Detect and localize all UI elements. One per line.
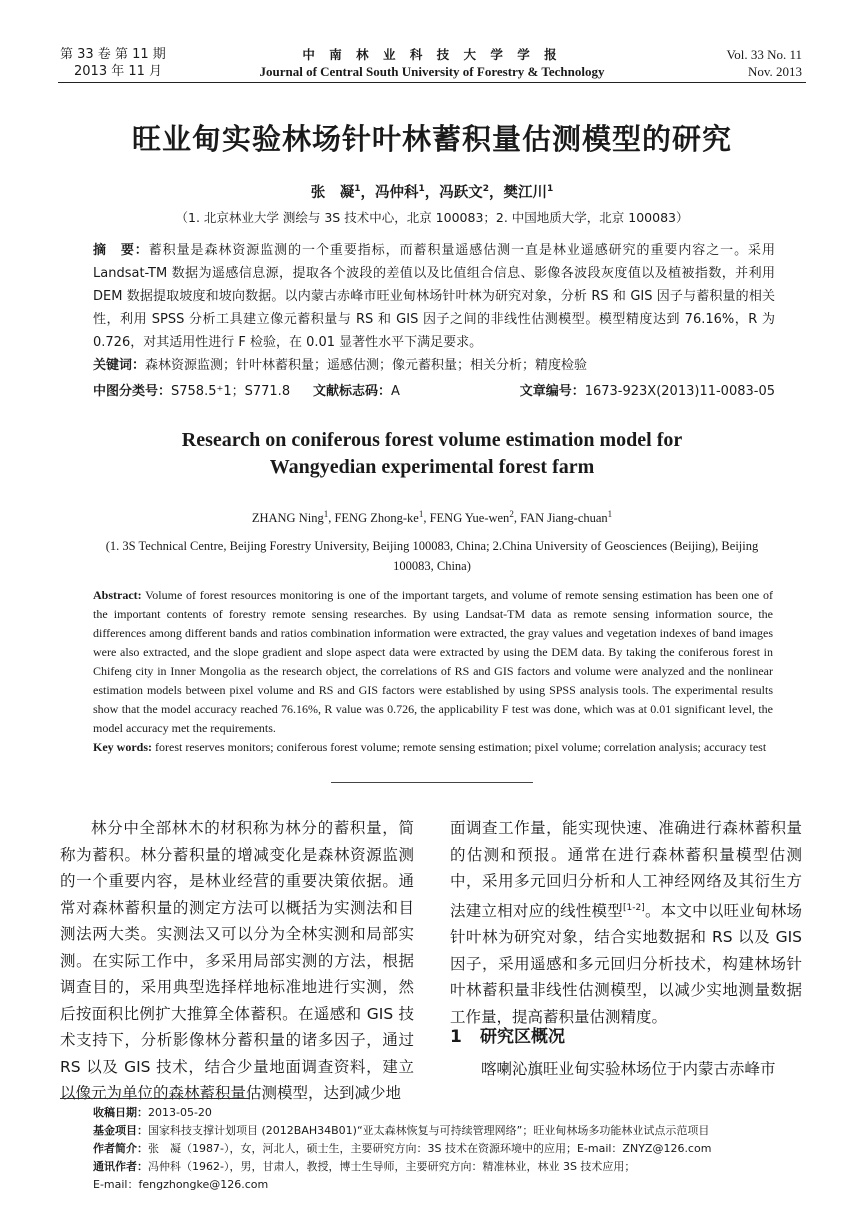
- journal-name-cn: 中 南 林 业 科 技 大 学 学 报: [302, 47, 562, 62]
- page-title-en: [0, 427, 864, 481]
- footnote-corresponding: [93, 1158, 793, 1176]
- received-label: 收稿日期：: [93, 1106, 148, 1119]
- title-en-line2: Wangyedian experimental forest farm: [269, 456, 595, 478]
- keywords-cn-label: 关键词：: [93, 358, 146, 373]
- footnote-email: E-mail：fengzhongke@126.com: [93, 1178, 269, 1191]
- footnote-received: [93, 1104, 793, 1122]
- corr-value: 冯仲科（1962-），男，甘肃人，教授，博士生导师，主要研究方向：精准林业，林业 3S 技术应用；: [148, 1160, 636, 1173]
- header-volume-issue: 第 33 卷 第 11 期: [60, 47, 166, 62]
- header-journal: [200, 46, 664, 80]
- body-right-text-a: 面调查工作量，能实现快速、准确进行森林蓄积量的估测和预报。通常在进行森林蓄积量模型估测中，采用多元回归分析和人工神经网络及其衍生方法建立相对应的线性模型: [450, 819, 802, 920]
- article-value: 1673-923X(2013)11-0083-05: [584, 384, 775, 399]
- section-divider: [331, 782, 533, 783]
- doc-code: [313, 380, 400, 399]
- abstract-cn-text: 蓄积量是森林资源监测的一个重要指标，而蓄积量遥感估测一直是林业遥感研究的重要内容之一。采用 Landsat-TM 数据为遥感信息源，提取各个波段的差值以及比值组合信息、影像各波段灰度值以及植被指数，并利用 DEM 数据提取坡度和坡向数据。以内蒙古赤峰市旺业甸林场针叶林为研究对象，分析 RS 和 GIS 因子与蓄积量的相关性，利用 SPSS 分析工具建立像元蓄积量与 RS 和 GIS 因子之间的非线性估测模型。模型精度达到 76.16%，R 为 0.726，对其适用性进行 F 检验，在 0.01 显著性水平下满足要求。: [93, 243, 775, 350]
- body-left-column: 林分中全部林木的材积称为林分的蓄积量，简称为蓄积。林分蓄积量的增减变化是森林资源监测的一个重要内容，是林业经营的重要决策依据。通常对森林蓄积量的测定方法可以概括为实测法和目测法两大类。实测法又可以分为全林实测和局部实测。在实际工作中，多采用局部实测的方法，根据调查目的，采用典型选择样地标准地进行实测，然后按面积比例扩大推算全体蓄积。在遥感和 GIS 技术支持下，分析影像林分蓄积量的诸多因子，通过 RS 以及 GIS 技术，结合少量地面调查资料，建立以像元为单位的森林蓄积量估测模型，达到减少地: [60, 819, 414, 1102]
- keywords-cn: [93, 354, 775, 377]
- keywords-en-label: Key words:: [93, 740, 152, 754]
- article-number: [520, 380, 775, 399]
- header-volume-info-en: [727, 46, 802, 80]
- author-value: 张 凝（1987-），女，河北人，硕士生，主要研究方向：3S 技术在资源环境中的应用；E-mail：ZNYZ@126.com: [148, 1142, 712, 1155]
- article-label: 文章编号：: [519, 384, 585, 399]
- header-vol-no: Vol. 33 No. 11: [726, 47, 802, 62]
- author-sup: 1: [547, 184, 554, 195]
- abstract-en-label: Abstract:: [93, 588, 142, 602]
- header-date-en: Nov. 2013: [747, 64, 802, 79]
- page-title-cn: 旺业甸实验林场针叶林蓄积量估测模型的研究: [131, 122, 732, 156]
- keywords-cn-text: 森林资源监测；针叶林蓄积量；遥感估测；像元蓄积量；相关分析；精度检验: [145, 358, 588, 373]
- header-date: 2013 年 11 月: [74, 64, 163, 79]
- footnotes: [93, 1104, 793, 1194]
- clc-number: [93, 380, 290, 399]
- affiliation-en: (1. 3S Technical Centre, Beijing Forestry University, Beijing 100083, China; 2.China University of Geosciences (Beijing), Beijing 100083, China): [105, 539, 759, 573]
- author-sup: 1: [354, 184, 361, 195]
- author-cn: 冯仲科: [374, 185, 419, 201]
- author-en: FENG Zhong-ke: [334, 511, 419, 526]
- footnote-fund: [93, 1122, 793, 1140]
- body-right-paragraph-2: 喀喇沁旗旺业甸实验林场位于内蒙古赤峰市: [481, 1060, 776, 1078]
- footnote-rule: [60, 1098, 250, 1099]
- title-en-line1: Research on coniferous forest volume estimation model for: [181, 429, 683, 451]
- header-rule: [58, 82, 806, 83]
- affiliation-cn: （1. 北京林业大学 测绘与 3S 技术中心，北京 100083；2. 中国地质大学，北京 100083）: [175, 210, 689, 225]
- author-en: FAN Jiang-chuan: [520, 511, 608, 526]
- section-number: 1: [450, 1027, 462, 1047]
- header-volume-info: [60, 46, 166, 80]
- abstract-en: [93, 586, 773, 757]
- corr-label: 通讯作者：: [93, 1160, 148, 1173]
- abstract-cn-label: 摘 要：: [93, 243, 149, 258]
- authors-en: ZHANG Ning$^1$, FENG Zhong-$ke^1$, FENG Yue-wen$^2$, FAN Jiang-chuan$^1$: [251, 509, 613, 526]
- author-en: ZHANG Ning: [251, 511, 324, 526]
- author-sup: 1: [418, 509, 424, 519]
- fund-value: 国家科技支撑计划项目 (2012BAH34B01)“亚太森林恢复与可持续管理网络”；旺业甸林场多功能林业试点示范项目: [148, 1124, 710, 1137]
- authors-cn: 张 凝$^1$，冯仲科$^1$，冯跃文$^2$，樊江川$^1$: [310, 184, 554, 201]
- author-cn: 冯跃文: [439, 185, 483, 201]
- journal-name-en: Journal of Central South University of Forestry & Technology: [259, 64, 605, 79]
- author-sup: 1: [323, 509, 329, 519]
- abstract-en-text: Volume of forest resources monitoring is one of the important targets, and volume of remote sensing estimation has been one of the important contents of forestry remote sensing researches. By using Landsat-TM data as remote sensing information source, the differences among different bands and ratios combination information were extracted, the gray values and vegetation indexes of band images were also extracted, and the slope gradient and slope aspect data were extracted by using the DEM data. By taking the coniferous forest in Chifeng city in Inner Mongolia as the research object, the correlations of RS and GIS factors and volume were analyzed and the nonlinear estimation models between pixel volume and RS and GIS factors were established by using SPSS analysis tools. The experimental results show that the model accuracy reached 76.16%, R value was 0.726, the applicability F test was done, which was at 0.01 significant level, the model accuracy met the requirements.: [93, 588, 773, 735]
- received-value: 2013-05-20: [148, 1106, 212, 1119]
- author-sup: 2: [482, 184, 490, 195]
- body-right-column: [450, 815, 802, 1030]
- clc-label: 中图分类号：: [93, 384, 172, 399]
- clc-value: S758.5⁺1；S771.8: [171, 384, 291, 399]
- footnote-author: [93, 1140, 793, 1158]
- fund-label: 基金项目：: [93, 1124, 148, 1137]
- author-label: 作者简介：: [93, 1142, 148, 1155]
- author-sup: 2: [509, 509, 514, 519]
- doc-value: A: [391, 384, 400, 399]
- author-cn: 樊江川: [503, 185, 548, 201]
- author-cn: 张 凝: [310, 185, 355, 201]
- author-sup: 1: [418, 184, 425, 195]
- citation: [1-2]: [622, 902, 645, 913]
- keywords-en-text: forest reserves monitors; coniferous forest volume; remote sensing estimation; pixel volume; correlation analysis; accuracy test: [152, 740, 767, 754]
- section-heading: [450, 1022, 802, 1047]
- author-en: FENG Yue-wen: [429, 511, 510, 526]
- body-right-text-b: 。本文中以旺业甸林场针叶林为研究对象，结合实地数据和 RS 以及 GIS 因子，采用遥感和多元回归分析技术，构建林场针叶林蓄积量非线性估测模型，以减少实地测量数据工作量，提高蓄积量估测精度。: [450, 901, 802, 1026]
- abstract-cn: [93, 239, 775, 354]
- author-sup: 1: [607, 509, 613, 519]
- section-title: 研究区概况: [480, 1027, 565, 1047]
- doc-label: 文献标志码：: [313, 384, 392, 399]
